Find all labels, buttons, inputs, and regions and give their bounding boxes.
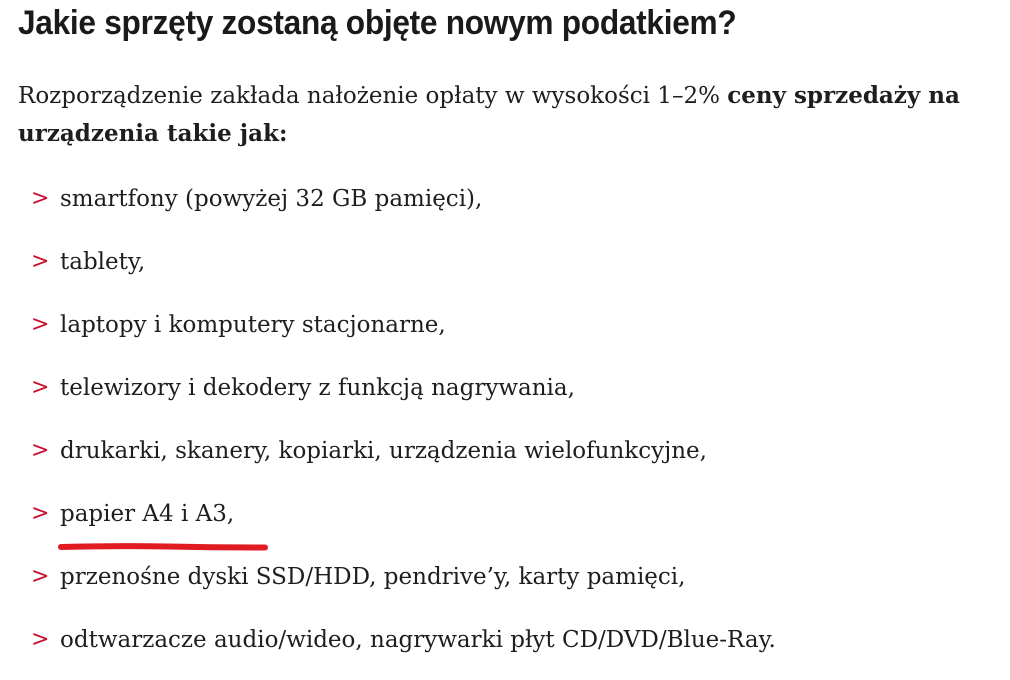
chevron-right-icon: > [31, 249, 50, 274]
list-item [18, 617, 998, 680]
list-item-text: smartfony (powyżej 32 GB pamięci), [60, 186, 483, 212]
intro-bold-text: ceny sprzedaży na urządzenia takie jak: [18, 82, 960, 147]
intro-plain-text: Rozporządzenie zakłada nałożenie opłaty w wysokości 1–2% [18, 83, 728, 109]
list-item [18, 176, 998, 239]
device-list [18, 176, 998, 680]
list-item-highlighted [18, 491, 998, 554]
list-item-text: laptopy i komputery stacjonarne, [60, 312, 446, 338]
chevron-right-icon: > [31, 564, 50, 589]
list-item-text: telewizory i dekodery z funkcją nagrywania, [60, 375, 575, 401]
chevron-right-icon: > [31, 627, 50, 652]
list-item-text: drukarki, skanery, kopiarki, urządzenia wielofunkcyjne, [60, 438, 707, 464]
red-underline-annotation [58, 541, 268, 551]
list-item [18, 302, 998, 365]
chevron-right-icon: > [31, 375, 50, 400]
list-item-text: przenośne dyski SSD/HDD, pendrive’y, karty pamięci, [60, 564, 686, 590]
list-item [18, 428, 998, 491]
list-item-text: odtwarzacze audio/wideo, nagrywarki płyt CD/DVD/Blue-Ray. [60, 627, 776, 653]
chevron-right-icon: > [31, 438, 50, 463]
chevron-right-icon: > [31, 186, 50, 211]
list-item-text: papier A4 i A3, [60, 501, 235, 527]
chevron-right-icon: > [31, 501, 50, 526]
list-item-text: tablety, [60, 249, 146, 275]
list-item [18, 554, 998, 617]
intro-paragraph [18, 77, 1008, 153]
chevron-right-icon: > [31, 312, 50, 337]
section-heading: Jakie sprzęty zostaną objęte nowym podatkiem? [18, 4, 737, 42]
list-item [18, 239, 998, 302]
list-item [18, 365, 998, 428]
